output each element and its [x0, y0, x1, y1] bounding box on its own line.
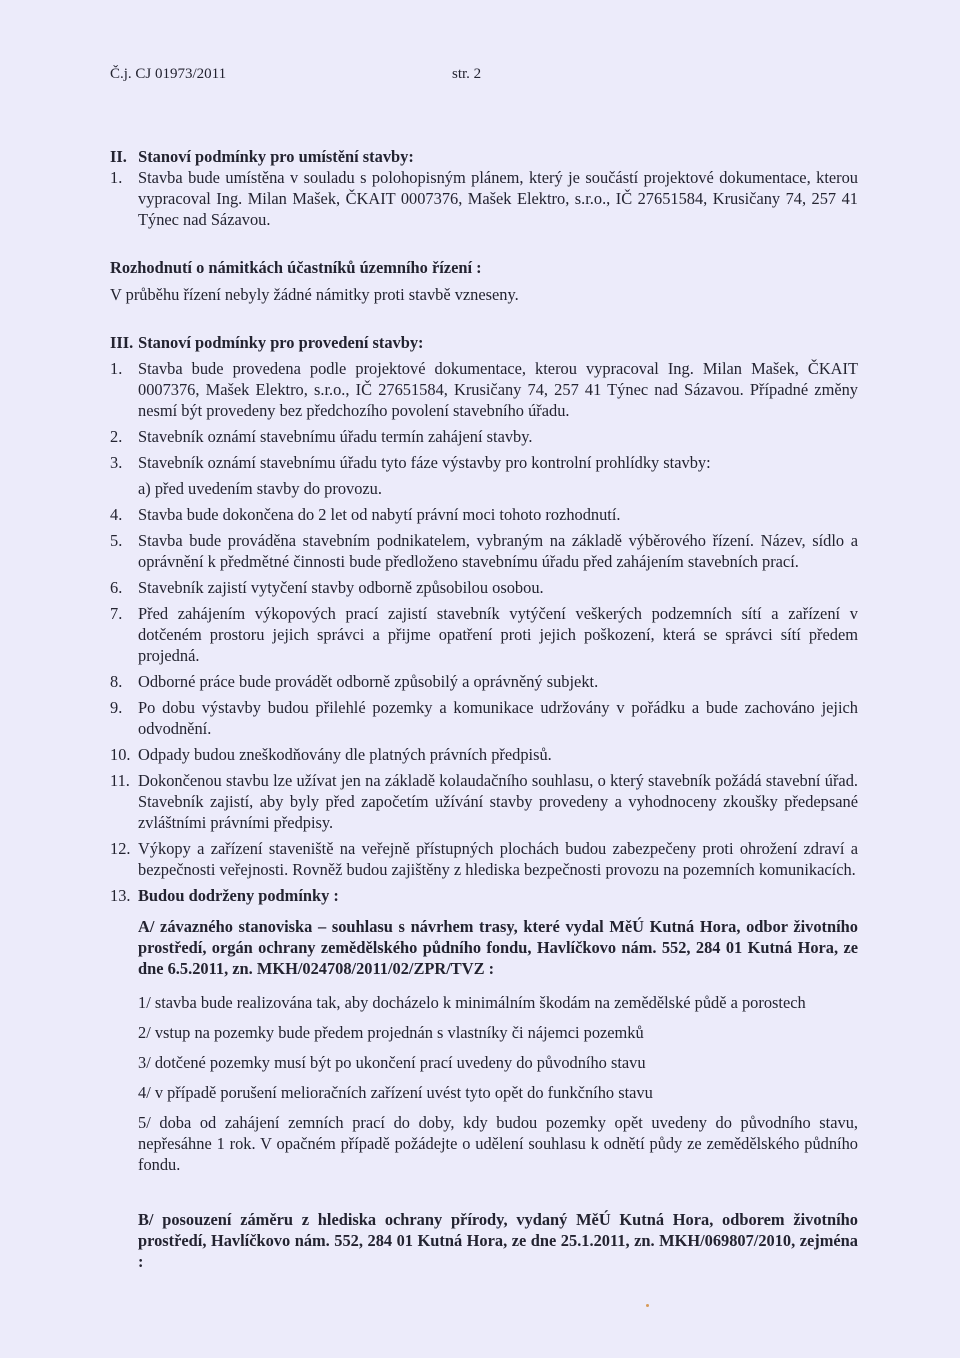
item-number: 6.	[110, 578, 123, 597]
condition-a-title: A/ závazného stanoviska – souhlasu s návrhem trasy, které vydal MěÚ Kutná Hora, odbor životního prostředí, orgán ochrany zemědělského půdního fondu, Havlíčkovo nám. 552, 284 01 Kutná Hora, ze dne 6.5.2011, zn. MKH/024708/2011/02/ZPR/TVZ :	[138, 917, 858, 978]
section-iii-numeral: III.	[110, 333, 134, 352]
condition-a-item-3: 3/ dotčené pozemky musí být po ukončení prací uvedeny do původního stavu	[138, 1053, 646, 1072]
item-number: 5.	[110, 531, 123, 550]
section-iii-heading: Stanoví podmínky pro provedení stavby:	[138, 333, 424, 352]
item-text: Stavebník oznámí stavebnímu úřadu tyto fáze výstavby pro kontrolní prohlídky stavby:	[138, 453, 711, 472]
construction-condition-13	[110, 885, 858, 906]
construction-condition-2	[110, 426, 858, 447]
item-text: Budou dodrženy podmínky :	[138, 886, 339, 905]
item-number: 4.	[110, 505, 123, 524]
item-number: 1.	[110, 168, 123, 187]
item-number: 10.	[110, 745, 131, 764]
case-reference: Č.j. CJ 01973/2011	[110, 66, 227, 82]
condition-a-item-2: 2/ vstup na pozemky bude předem projednán s vlastníky či nájemci pozemků	[138, 1023, 644, 1042]
item-number: 2.	[110, 427, 123, 446]
item-number: 13.	[110, 886, 131, 905]
item-text: Po dobu výstavby budou přilehlé pozemky a komunikace udržovány v pořádku a bude zachováno jejich odvodnění.	[138, 698, 858, 738]
item-text: Stavba bude prováděna stavebním podnikatelem, vybraným na základě výběrového řízení. Název, sídlo a oprávnění k předmětné činnosti bude předloženo stavebnímu úřadu před zahájením stavebních prací.	[138, 531, 858, 571]
condition-a-item-5: 5/ doba od zahájení zemních prací do doby, kdy budou pozemky opět uvedeny do původního stavu, nepřesáhne 1 rok. V opačném případě požádejte o udělení souhlasu k odnětí půdy ze zemědělského půdního fondu.	[138, 1113, 858, 1174]
page-number: str. 2	[452, 66, 482, 82]
item-number: 1.	[110, 359, 123, 378]
document-body	[110, 146, 858, 1285]
item-text: Stavebník zajistí vytyčení stavby odborně způsobilou osobou.	[138, 578, 544, 597]
item-text: Odborné práce bude provádět odborně způsobilý a oprávněný subjekt.	[138, 672, 599, 691]
condition-a-item-4: 4/ v případě porušení melioračních zařízení uvést tyto opět do funkčního stavu	[138, 1083, 653, 1102]
construction-condition-9	[110, 697, 858, 739]
item-number: 3.	[110, 453, 123, 472]
condition-b-block	[110, 1209, 858, 1272]
scan-speck	[646, 1304, 649, 1307]
construction-condition-1	[110, 358, 858, 421]
item-text: Stavba bude dokončena do 2 let od nabytí právní moci tohoto rozhodnutí.	[138, 505, 621, 524]
construction-condition-4	[110, 504, 858, 525]
item-text: Výkopy a zařízení staveniště na veřejně přístupných plochách budou zabezpečeny proti ohrožení zdraví a bezpečnosti veřejnosti. Rovněž budou zajištěny z hlediska bezpečnosti provozu na pozemních komunikacích.	[138, 839, 858, 879]
item-text: Dokončenou stavbu lze užívat jen na základě kolaudačního souhlasu, o který stavebník požádá stavební úřad. Stavebník zajistí, aby byly před započetím užívání stavby provedeny a vyhodnoceny zkoušky předepsané zvláštními právními předpisy.	[138, 771, 858, 832]
construction-condition-3	[110, 452, 858, 499]
item-text: Stavba bude umístěna v souladu s polohopisným plánem, který je součástí projektové dokumentace, kterou vypracoval Ing. Milan Mašek, ČKAIT 0007376, Mašek Elektro, s.r.o., IČ 27651584, Krusičany 74, 257 41 Týnec nad Sázavou.	[138, 168, 858, 229]
item-text: Stavba bude provedena podle projektové dokumentace, kterou vypracoval Ing. Milan Mašek, ČKAIT 0007376, Mašek Elektro, s.r.o., IČ 27651584, Krusičany 74, 257 41 Týnec nad Sázavou. Případné změny nesmí být provedeny bez předchozího povolení stavebního úřadu.	[138, 359, 858, 420]
item-number: 12.	[110, 839, 131, 858]
section-ii-heading: Stanoví podmínky pro umístění stavby:	[138, 147, 414, 166]
construction-condition-8	[110, 671, 858, 692]
objections-text: V průběhu řízení nebyly žádné námitky proti stavbě vzneseny.	[110, 285, 519, 304]
objections-title: Rozhodnutí o námitkách účastníků územního řízení :	[110, 258, 482, 277]
item-number: 11.	[110, 771, 130, 790]
section-ii-title	[110, 146, 858, 167]
item-number: 9.	[110, 698, 123, 717]
condition-b-title: B/ posouzení záměru z hlediska ochrany přírody, vydaný MěÚ Kutná Hora, odborem životního prostředí, Havlíčkovo nám. 552, 284 01 Kutná Hora, ze dne 25.1.2011, zn. MKH/069807/2010, zejména :	[138, 1210, 858, 1271]
item-text: Stavebník oznámí stavebnímu úřadu termín zahájení stavby.	[138, 427, 533, 446]
construction-condition-12	[110, 838, 858, 880]
item-3-subpoint-a: a) před uvedením stavby do provozu.	[138, 479, 382, 498]
construction-condition-11	[110, 770, 858, 833]
item-number: 8.	[110, 672, 123, 691]
placement-condition-1	[110, 167, 858, 230]
section-ii-numeral: II.	[110, 147, 127, 166]
item-text: Odpady budou zneškodňovány dle platných právních předpisů.	[138, 745, 552, 764]
condition-a-block	[110, 916, 858, 1175]
item-number: 7.	[110, 604, 123, 623]
construction-condition-10	[110, 744, 858, 765]
section-iii-title	[110, 332, 858, 353]
item-text: Před zahájením výkopových prací zajistí stavebník vytýčení veškerých podzemních sítí a zařízení v dotčeném prostoru jejich správci a přijme opatření proti jejich poškození, která se správci sítí předem projedná.	[138, 604, 858, 665]
construction-condition-5	[110, 530, 858, 572]
construction-condition-7	[110, 603, 858, 666]
construction-condition-6	[110, 577, 858, 598]
condition-a-item-1: 1/ stavba bude realizována tak, aby docházelo k minimálním škodám na zemědělské půdě a porostech	[138, 993, 806, 1012]
